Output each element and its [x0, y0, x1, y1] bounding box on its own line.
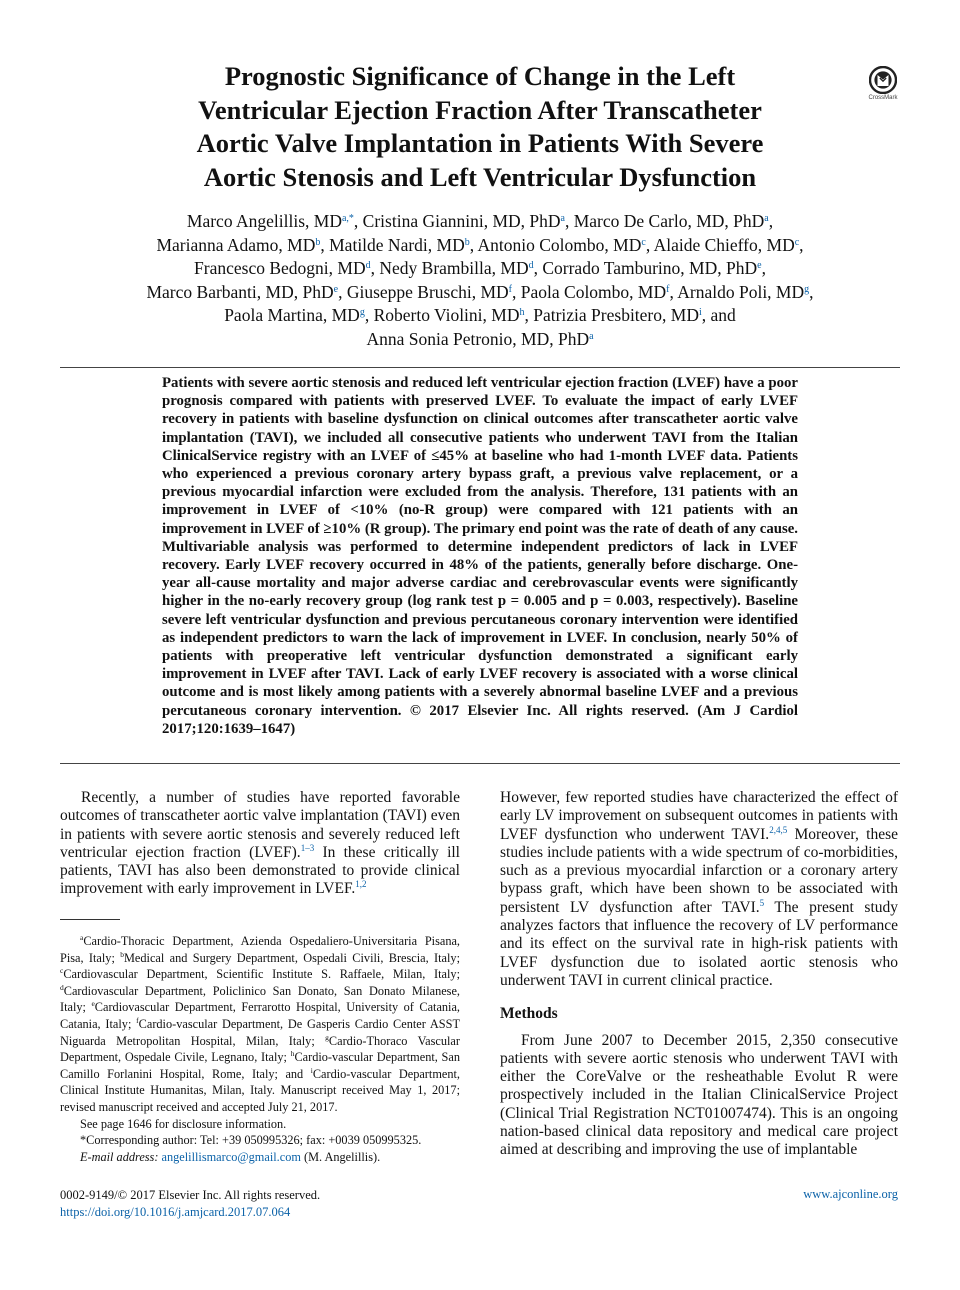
affiliation-key: h	[290, 1049, 295, 1059]
affiliation-marker[interactable]: e	[757, 260, 762, 271]
affiliation-marker[interactable]: c	[641, 236, 646, 248]
affiliation-text: Cardio-vascular Department, Clinical Institute Humanitas, Milan, Italy. Manuscript received May 1, 2017; revised manuscript received and accepted July 21, 2017.	[60, 1066, 460, 1114]
author-name: Anna Sonia Petronio, MD, PhD	[366, 328, 590, 349]
disclosure-note: See page 1646 for disclosure information.	[80, 1116, 287, 1131]
author-name: , Patrizia Presbitero, MD	[524, 305, 699, 325]
affiliation-key: b	[120, 949, 124, 959]
author-line	[60, 210, 900, 234]
author-line	[60, 328, 900, 352]
title-line: Prognostic Significance of Change in the Left	[224, 61, 736, 91]
right-column	[500, 789, 898, 1160]
text-run: Recently, a number of studies have reported favorable outcomes of transcatheter aortic valve implantation (TAVI) even in patients with severe aortic stenosis and severely reduced left ventricular ejection fraction (LVEF).	[60, 789, 460, 861]
text-run: The present study analyzes factors that influence the recovery of LV performance and its effect on the survival rate in high-risk patients with LVEF dysfunction due to isolated aortic stenosis who underwent TAVI in current clinical practice.	[500, 898, 898, 989]
title-line: Ventricular Ejection Fraction After Transcatheter	[198, 94, 762, 125]
author-name: , Corrado Tamburino, MD, PhD	[533, 258, 758, 278]
author-name: Marianna Adamo, MD	[156, 234, 316, 255]
citation-link[interactable]: 1,2	[355, 879, 367, 890]
citation-link[interactable]: 2,4,5	[769, 824, 788, 835]
affiliation-marker[interactable]: a	[764, 213, 769, 224]
body-paragraph	[500, 789, 898, 990]
footer-left	[60, 1187, 320, 1221]
email-label: E-mail address:	[80, 1149, 159, 1164]
email-tail: (M. Angelillis).	[300, 1149, 381, 1164]
affiliation-text: Cardiovascular Department, Ferrarotto Hospital, University of Catania, Catania, Italy;	[60, 1000, 461, 1031]
methods-heading: Methods	[500, 1005, 558, 1023]
affiliation-marker[interactable]: b	[315, 236, 321, 248]
author-name: , Nedy Brambilla, MD	[370, 258, 529, 278]
affiliation-text: Cardio-vascular Department, San Camillo Forlanini Hospital, Rome, Italy; and	[60, 1050, 461, 1081]
author-name: , Alaide Chieffo, MD	[645, 234, 795, 255]
article-title	[150, 60, 810, 194]
affiliation-text: Medical and Surgery Department, Ospedali Civili, Brescia, Italy;	[123, 950, 460, 965]
affiliation-marker[interactable]: g	[804, 283, 810, 295]
author-name: , Cristina Giannini, MD, PhD	[353, 211, 561, 231]
affiliation-key: g	[325, 1032, 329, 1042]
author-line	[60, 234, 900, 258]
affiliation-marker[interactable]: f	[666, 283, 670, 295]
affiliation-text: Cardio-Thoraco Vascular Department, Ospedale Civile, Legnano, Italy;	[60, 1033, 460, 1065]
affiliation-text: Cardiovascular Department, Scientific Institute S. Raffaele, Milan, Italy;	[63, 967, 460, 982]
abstract-top-rule	[60, 367, 900, 368]
author-name: , Giuseppe Bruschi, MD	[338, 281, 509, 302]
author-name: Paola Martina, MD	[224, 305, 360, 325]
intro-paragraph	[60, 789, 460, 899]
affiliation-marker[interactable]: a	[589, 330, 594, 342]
author-separator: , and	[701, 305, 736, 325]
doi-link[interactable]: https://doi.org/10.1016/j.amjcard.2017.07.064	[60, 1205, 291, 1219]
author-name: , Roberto Violini, MD	[364, 305, 520, 325]
footnotes	[60, 933, 460, 1165]
affiliation-marker[interactable]: e	[333, 283, 339, 295]
text-run: Moreover, these studies include patients with a wide spectrum of co-morbidities, such as a previous myocardial infarction or a coronary artery bypass graft, which have been shown to be associated with persistent LV dysfunction after TAVI.	[500, 825, 898, 916]
methods-paragraph: From June 2007 to December 2015, 2,350 consecutive patients with severe aortic stenosis who underwent TAVI with either the CoreValve or the resheathable Evolut R were prospectively included in the Italian ClinicalService Project (Clinical Trial Registration NCT01007474). This is an ongoing nation-based clinical data repository and medical care project aimed at describing and improving the use of implantable	[500, 1031, 898, 1159]
affiliation-marker[interactable]: f	[508, 283, 513, 295]
email-note	[60, 1149, 460, 1166]
footnote-rule	[60, 919, 120, 920]
affiliation-marker[interactable]: g	[359, 307, 365, 318]
citation-link[interactable]: 5	[759, 897, 765, 908]
author-name: , Antonio Colombo, MD	[469, 234, 642, 255]
text-run: In these critically ill patients, TAVI has also been demonstrated to provide clinical improvement with early improvement in LVEF.	[60, 843, 460, 898]
author-line	[60, 304, 900, 328]
affiliation-marker[interactable]: c	[794, 236, 800, 248]
author-name: , Paola Colombo, MD	[512, 281, 667, 302]
affiliation-text: Cardio-vascular Department, De Gasperis Cardio Center ASST Niguarda Metropolitan Hospital, Milan, Italy;	[60, 1016, 460, 1048]
author-name: , Arnaldo Poli, MD	[669, 281, 805, 302]
affiliation-marker[interactable]: d	[528, 260, 534, 271]
author-separator: ,	[761, 258, 766, 278]
affiliation-marker[interactable]: d	[365, 260, 371, 271]
author-line	[60, 281, 900, 305]
corresponding-author-note: *Corresponding author: Tel: +39 050995326; fax: +0039 050995325.	[80, 1133, 422, 1148]
issn-copyright: 0002-9149/© 2017 Elsevier Inc. All rights reserved.	[60, 1188, 321, 1202]
affiliation-key: c	[60, 966, 64, 976]
email-link[interactable]: angelillismarco@gmail.com	[161, 1149, 301, 1164]
affiliation-key: d	[60, 982, 64, 992]
crossmark-icon	[869, 66, 897, 94]
author-name: Marco Angelillis, MD	[186, 211, 342, 231]
citation-link[interactable]: 1–3	[300, 842, 315, 853]
affiliation-key: e	[91, 999, 95, 1009]
affiliation-marker[interactable]: a,*	[341, 213, 354, 224]
author-separator: ,	[809, 281, 814, 302]
affiliation-text: Cardio-Thoracic Department, Azienda Ospedaliero-Universitaria Pisana, Pisa, Italy;	[60, 934, 460, 965]
abstract-text: Patients with severe aortic stenosis and reduced left ventricular ejection fraction (LVEF) have a poor prognosis compared with patients with preserved LVEF. To evaluate the impact of early LVEF recovery in patients with baseline dysfunction on clinical outcomes after transcatheter aortic valve implantation (TAVI), we included all consecutive patients who underwent TAVI from the Italian ClinicalService registry with an LVEF of ≤45% at baseline who had 1-month LVEF data. Patients who experienced a previous coronary artery bypass graft, a previous valve replacement, or a previous myocardial infarction were excluded from the analysis. Therefore, 131 patients with an improvement in LVEF of <10% (no-R group) were compared with 121 patients with an improvement in LVEF of ≥10% (R group). The primary end point was the rate of death of any cause. Multivariable analysis was performed to determine independent predictors of lack in LVEF recovery. Early LVEF recovery occurred in 48% of the patients, generally before discharge. One-year all-cause mortality and major adverse cardiac and cerebrovascular events were significantly higher in the no-early recovery group (log rank test p = 0.005 and p = 0.003, respectively). Baseline severe left ventricular dysfunction and previous percutaneous coronary intervention were identified as independent predictors to warn the lack of improvement in LVEF. In conclusion, nearly 50% of patients with preoperative left ventricular dysfunction demonstrated a significant early improvement in LVEF after TAVI. Lack of early LVEF recovery is associated with a worse clinical outcome and is most likely among patients with a severely abnormal baseline LVEF and a previous percutaneous coronary intervention. © 2017 Elsevier Inc. All rights reserved. (Am J Cardiol 2017;120:1639–1647)	[162, 375, 798, 737]
abstract-bottom-rule	[60, 763, 900, 764]
author-name: Francesco Bedogni, MD	[194, 258, 366, 278]
text-run: However, few reported studies have characterized the effect of early LV improvement on subsequent outcomes in patients with LVEF dysfunction who underwent TAVI.	[500, 789, 898, 843]
author-name: Marco Barbanti, MD, PhD	[146, 281, 334, 302]
title-line: Aortic Valve Implantation in Patients With Severe	[196, 128, 764, 158]
affiliations-note	[60, 933, 460, 1116]
author-list	[60, 210, 900, 351]
affiliation-text: Cardiovascular Department, Policlinico San Donato, San Donato Milanese, Italy;	[60, 983, 460, 1015]
left-column	[60, 789, 460, 899]
affiliation-marker[interactable]: b	[464, 236, 470, 248]
author-name: , Matilde Nardi, MD	[320, 234, 465, 255]
affiliation-key: i	[310, 1065, 313, 1075]
crossmark-badge[interactable]	[866, 66, 900, 101]
affiliation-key: a	[80, 933, 84, 942]
affiliation-key: f	[136, 1015, 139, 1025]
affiliation-marker[interactable]: a	[560, 213, 565, 224]
title-line: Aortic Stenosis and Left Ventricular Dysfunction	[203, 161, 757, 192]
author-separator: ,	[799, 234, 804, 255]
affiliation-marker[interactable]: i	[698, 307, 702, 318]
author-separator: ,	[768, 211, 774, 231]
affiliation-marker[interactable]: h	[519, 307, 525, 318]
author-name: , Marco De Carlo, MD, PhD	[564, 211, 765, 231]
crossmark-label: CrossMark	[868, 95, 898, 101]
author-line	[60, 257, 900, 281]
journal-website-link[interactable]: www.ajconline.org	[803, 1187, 898, 1201]
